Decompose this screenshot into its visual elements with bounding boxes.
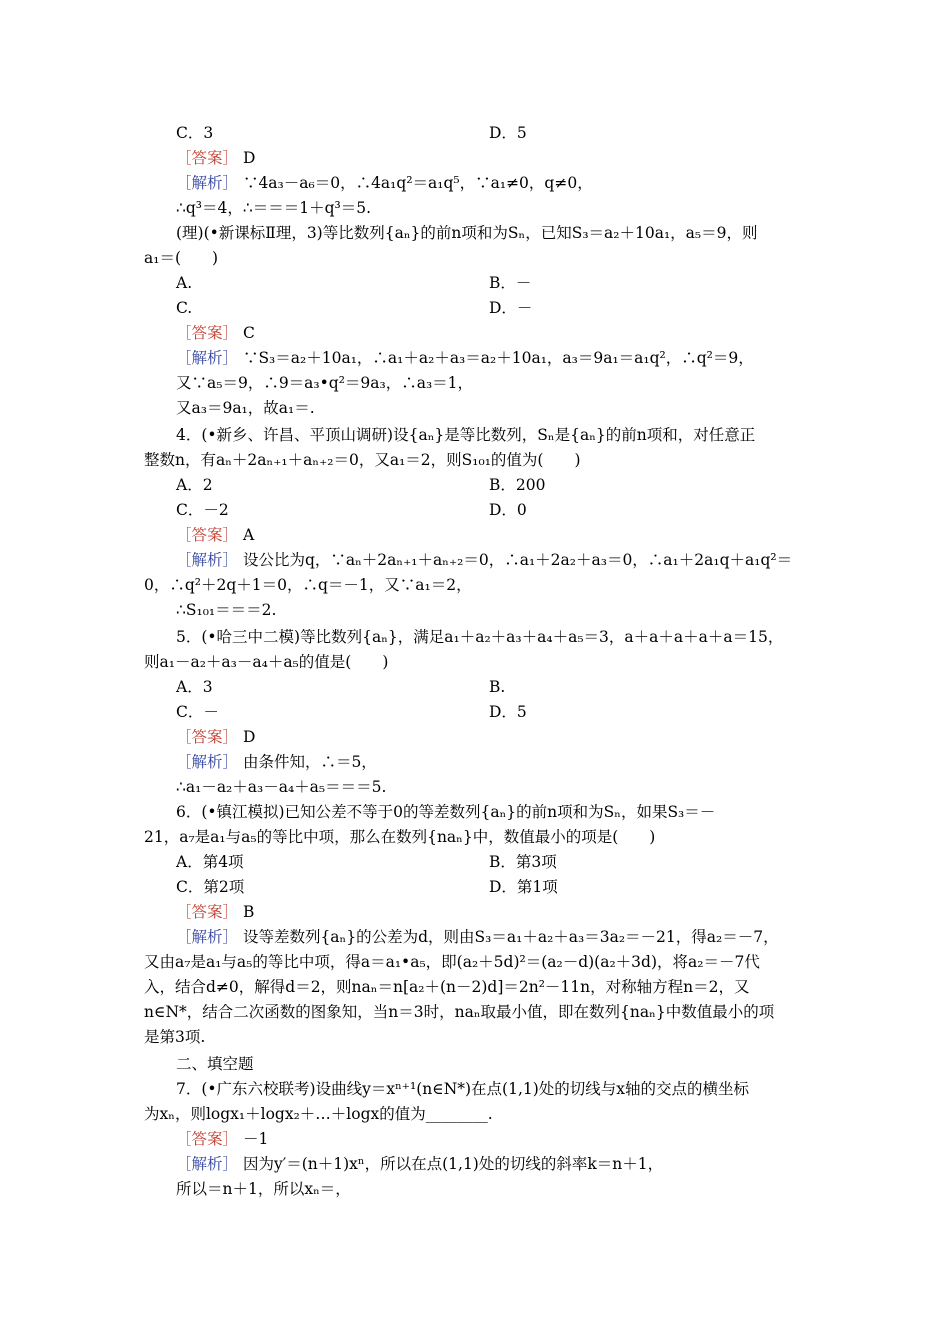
line-text: 因为y′＝(n＋1)xⁿ，所以在点(1,1)处的切线的斜率k＝n＋1， <box>238 1155 664 1173</box>
text-line <box>0 448 950 472</box>
line-content <box>176 171 593 195</box>
text-line <box>0 423 950 447</box>
text-line <box>0 121 950 145</box>
line-text: 7．(•广东六校联考)设曲线y＝xⁿ⁺¹(n∈N*)在点(1,1)处的切线与x轴的交点的横坐标 <box>176 1080 750 1098</box>
line-text: 所以＝n＋1，所以xₙ＝， <box>176 1180 351 1198</box>
text-line <box>0 523 950 547</box>
option-left: C．－2 <box>176 501 229 519</box>
text-line <box>0 875 950 899</box>
line-text: ∴S₁₀₁＝＝＝2. <box>176 601 277 619</box>
line-text: 整数n，有aₙ＋2aₙ₊₁＋aₙ₊₂＝0，又a₁＝2，则S₁₀₁的值为( ) <box>144 451 581 469</box>
option-left: C．第2项 <box>176 878 245 896</box>
line-content <box>176 396 315 420</box>
text-line <box>0 171 950 195</box>
line-text: 为xₙ，则logx₁＋logx₂＋…＋logx的值为________. <box>144 1105 493 1123</box>
line-content <box>176 346 754 370</box>
text-line <box>0 1127 950 1151</box>
option-right: D．5 <box>489 703 527 721</box>
text-line <box>0 650 950 674</box>
line-content <box>144 448 581 472</box>
text-line <box>0 246 950 270</box>
text-line <box>0 548 950 572</box>
line-content <box>176 321 255 345</box>
line-content <box>144 1025 205 1049</box>
text-line <box>0 1052 950 1076</box>
text-line <box>0 625 950 649</box>
line-text: 又a₃＝9a₁，故a₁＝. <box>176 399 315 417</box>
option-right: B. <box>489 678 506 696</box>
text-line <box>0 775 950 799</box>
line-text: 又∵a₅＝9，∴9＝a₃•q²＝9a₃，∴a₃＝1， <box>176 374 474 392</box>
text-line <box>0 1177 950 1201</box>
line-content <box>144 650 388 674</box>
option-right: D．0 <box>489 501 527 519</box>
analysis-tag: ［解析］ <box>176 928 239 946</box>
answer-tag: ［答案］ <box>176 324 239 342</box>
line-content <box>176 1052 254 1076</box>
analysis-tag: ［解析］ <box>176 753 239 771</box>
line-text: (理)(•新课标Ⅱ理，3)等比数列{aₙ}的前n项和为Sₙ，已知S₃＝a₂＋10a₁，a₅＝9，则 <box>176 224 758 242</box>
line-content <box>176 775 386 799</box>
line-text: 是第3项. <box>144 1028 206 1046</box>
line-text: 4．(•新乡、许昌、平顶山调研)设{aₙ}是等比数列，Sₙ是{aₙ}的前n项和，对任意正 <box>176 426 756 444</box>
analysis-tag: ［解析］ <box>176 349 239 367</box>
line-text: 0，∴q²＋2q＋1＝0，∴q＝－1，又∵a₁＝2， <box>144 576 472 594</box>
option-right: D．－ <box>489 299 533 317</box>
text-line <box>0 975 950 999</box>
analysis-tag: ［解析］ <box>176 174 239 192</box>
text-line <box>0 700 950 724</box>
line-content <box>176 598 276 622</box>
line-text: A <box>238 526 255 544</box>
option-right: B．第3项 <box>489 853 557 871</box>
option-left: A．2 <box>176 476 213 494</box>
text-line <box>0 1025 950 1049</box>
line-content <box>176 1077 749 1101</box>
line-text: ∴q³＝4，∴＝＝＝1＋q³＝5. <box>176 199 372 217</box>
line-content <box>144 246 218 270</box>
line-text: D <box>238 728 256 746</box>
text-line <box>0 473 950 497</box>
text-line <box>0 950 950 974</box>
line-content <box>144 825 655 849</box>
line-text: n∈N*，结合二次函数的图象知，当n＝3时，naₙ取最小值，即在数列{naₙ}中数值最小的项 <box>144 1003 775 1021</box>
text-line <box>0 800 950 824</box>
text-line <box>0 850 950 874</box>
text-line <box>0 1152 950 1176</box>
line-content <box>176 371 473 395</box>
answer-tag: ［答案］ <box>176 1130 239 1148</box>
line-text: a₁＝( ) <box>144 249 219 267</box>
text-line <box>0 498 950 522</box>
text-line <box>0 598 950 622</box>
text-line <box>0 1000 950 1024</box>
text-line <box>0 296 950 320</box>
line-content <box>176 221 758 245</box>
line-text: 21，a₇是a₁与a₅的等比中项，那么在数列{naₙ}中，数值最小的项是( ) <box>144 828 656 846</box>
text-line <box>0 573 950 597</box>
option-left: A. <box>176 274 193 292</box>
line-content <box>176 423 755 447</box>
line-text: 由条件知，∴＝5， <box>238 753 377 771</box>
option-left: A．第4项 <box>176 853 244 871</box>
answer-tag: ［答案］ <box>176 526 239 544</box>
line-text: 6．(•镇江模拟)已知公差不等于0的等差数列{aₙ}的前n项和为Sₙ，如果S₃＝－ <box>176 803 716 821</box>
line-text: 5．(•哈三中二模)等比数列{aₙ}，满足a₁＋a₂＋a₃＋a₄＋a₅＝3，a＋a＋a＋a＋a＝15， <box>176 628 784 646</box>
line-content <box>176 725 255 749</box>
text-line <box>0 725 950 749</box>
line-text: D <box>238 149 256 167</box>
analysis-tag: ［解析］ <box>176 551 239 569</box>
text-line <box>0 825 950 849</box>
text-line <box>0 146 950 170</box>
answer-tag: ［答案］ <box>176 149 239 167</box>
line-content <box>176 800 715 824</box>
line-content <box>176 1127 268 1151</box>
option-right: B．200 <box>489 476 546 494</box>
line-content <box>144 573 472 597</box>
option-left: C．－ <box>176 703 219 721</box>
analysis-tag: ［解析］ <box>176 1155 239 1173</box>
text-line <box>0 750 950 774</box>
text-line <box>0 900 950 924</box>
line-text: 则a₁－a₂＋a₃－a₄＋a₅的值是( ) <box>144 653 389 671</box>
line-content <box>176 925 779 949</box>
text-line <box>0 196 950 220</box>
line-content <box>176 1177 351 1201</box>
text-line <box>0 346 950 370</box>
line-content <box>176 625 783 649</box>
text-line <box>0 396 950 420</box>
text-line <box>0 371 950 395</box>
answer-tag: ［答案］ <box>176 728 239 746</box>
text-line <box>0 925 950 949</box>
option-left: C．3 <box>176 124 214 142</box>
line-content <box>176 196 371 220</box>
text-line <box>0 271 950 295</box>
text-line <box>0 1077 950 1101</box>
text-line <box>0 1102 950 1126</box>
line-text: B <box>238 903 255 921</box>
line-text: 又由a₇是a₁与a₅的等比中项，得a＝a₁•a₅，即(a₂＋5d)²＝(a₂－d)(a₂＋3d)，将a₂＝－7代 <box>144 953 760 971</box>
line-text: C <box>238 324 255 342</box>
line-content <box>176 146 255 170</box>
line-text: ∴a₁－a₂＋a₃－a₄＋a₅＝＝＝5. <box>176 778 387 796</box>
line-text: 设等差数列{aₙ}的公差为d，则由S₃＝a₁＋a₂＋a₃＝3a₂＝－21，得a₂＝－7， <box>238 928 779 946</box>
option-left: C. <box>176 299 193 317</box>
line-text: ∵4a₃－a₆＝0，∴4a₁q²＝a₁q⁵，∵a₁≠0，q≠0， <box>238 174 593 192</box>
option-right: B．－ <box>489 274 532 292</box>
answer-tag: ［答案］ <box>176 903 239 921</box>
line-content <box>176 750 377 774</box>
text-line <box>0 321 950 345</box>
line-content <box>144 1102 493 1126</box>
line-content <box>144 1000 774 1024</box>
line-content <box>176 523 254 547</box>
line-text: 二、填空题 <box>176 1055 254 1073</box>
line-text: －1 <box>238 1130 269 1148</box>
text-line <box>0 221 950 245</box>
line-text: 设公比为q，∵aₙ＋2aₙ₊₁＋aₙ₊₂＝0，∴a₁＋2a₂＋a₃＝0，∴a₁＋2a₁q＋a₁q²＝ <box>238 551 793 569</box>
option-right: D．第1项 <box>489 878 558 896</box>
line-content <box>176 548 792 572</box>
option-left: A．3 <box>176 678 213 696</box>
line-content <box>144 950 760 974</box>
text-line <box>0 675 950 699</box>
option-right: D．5 <box>489 124 527 142</box>
line-content <box>144 975 750 999</box>
line-text: 入，结合d≠0，解得d＝2，则naₙ＝n[a₂＋(n－2)d]＝2n²－11n，对称轴方程n＝2，又 <box>144 978 750 996</box>
line-content <box>176 1152 663 1176</box>
line-text: ∵S₃＝a₂＋10a₁，∴a₁＋a₂＋a₃＝a₂＋10a₁，a₃＝9a₁＝a₁q²，∴q²＝9， <box>238 349 754 367</box>
line-content <box>176 900 254 924</box>
